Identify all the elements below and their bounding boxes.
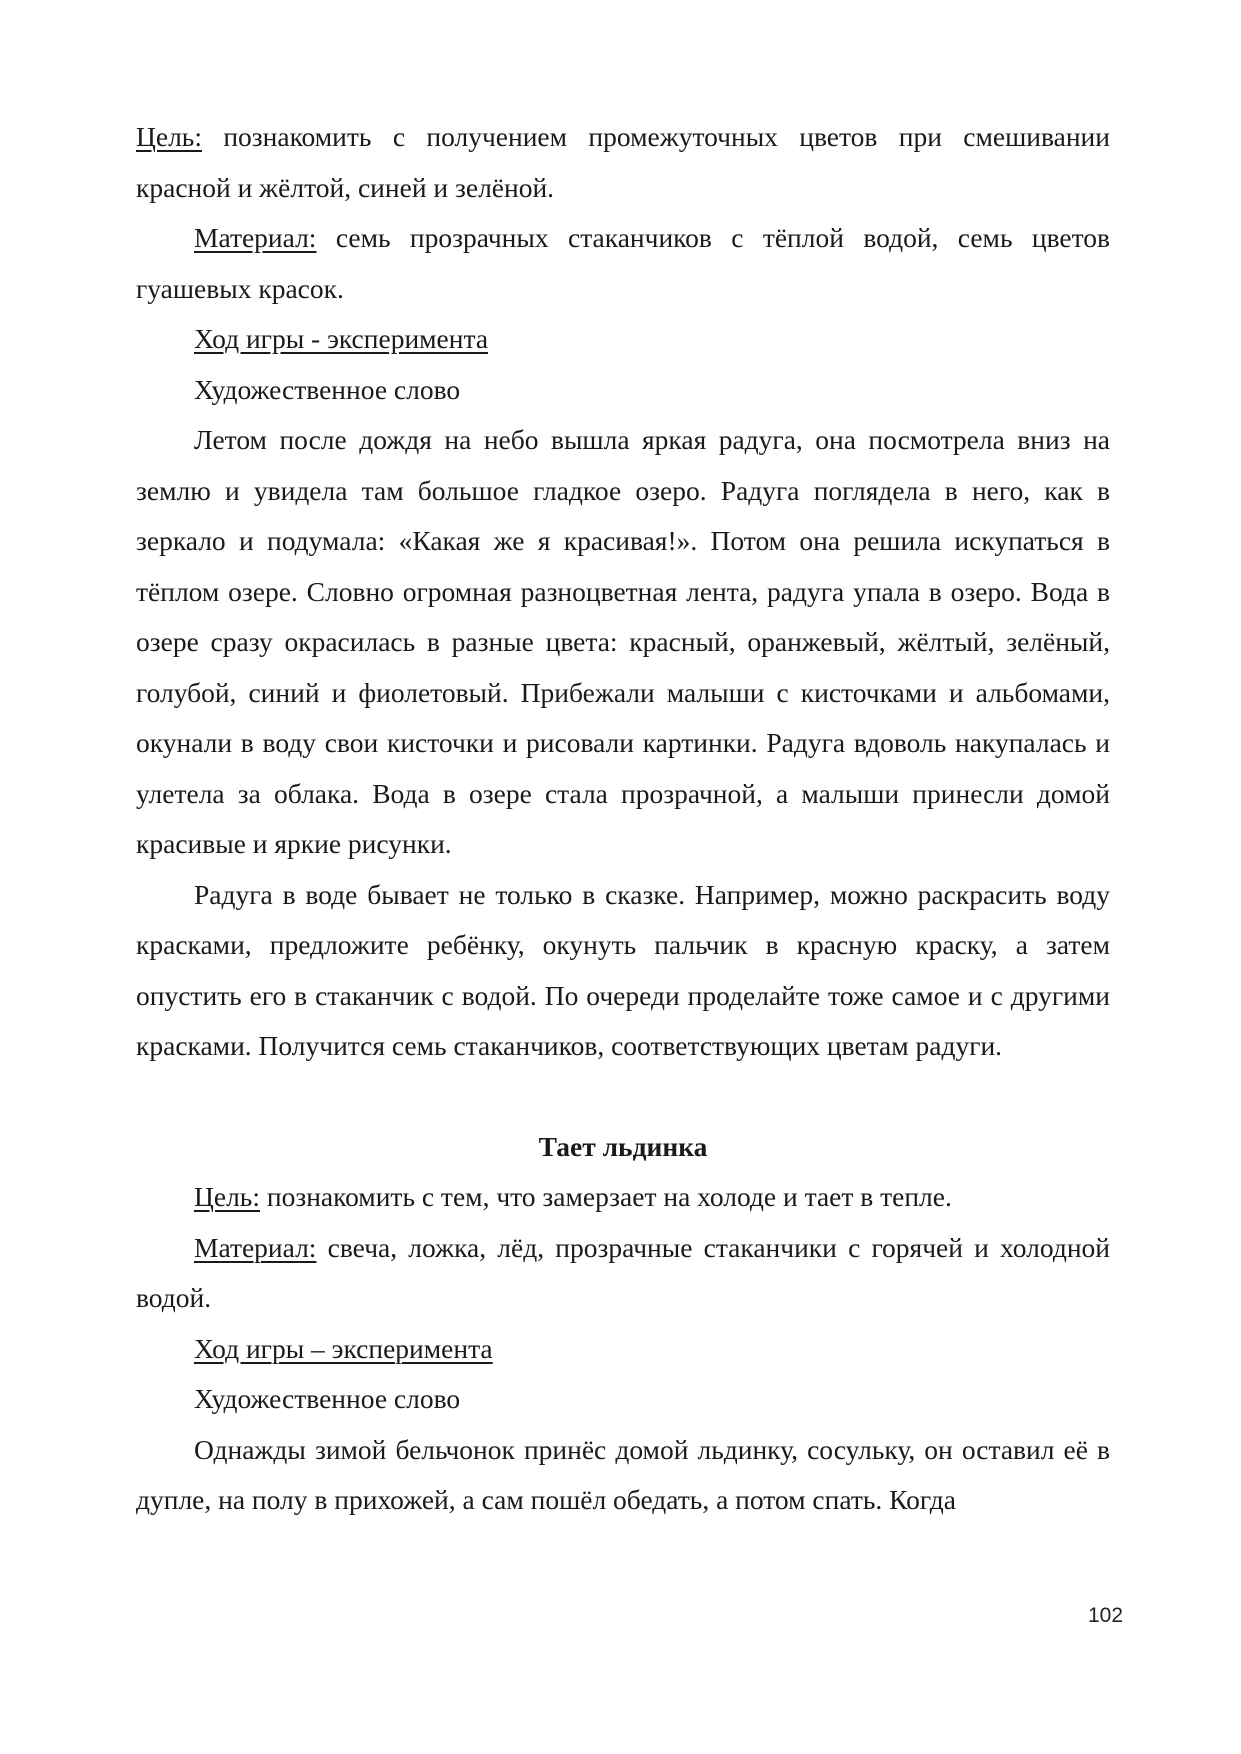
story-paragraph-1: Летом после дождя на небо вышла яркая радуга, она посмотрела вниз на землю и увидела там большое гладкое озеро. Радуга поглядела в него, как в зеркало и подумала: «Какая же я красивая!». Потом она решила искупаться в тёплом озере. Словно огромная разноцветная лента, радуга упала в озеро. Вода в озере сразу окрасилась в разные цвета: красный, оранжевый, жёлтый, зелёный, голубой, синий и фиолетовый. Прибежали малыши с кисточками и альбомами, окунали в воду свои кисточки и рисовали картинки. Радуга вдоволь накупалась и улетела за облака. Вода в озере стала прозрачной, а малыши принесли домой красивые и яркие рисунки. (136, 424, 1110, 859)
goal-label: Цель: (194, 1181, 260, 1212)
game-course-label: Ход игры - эксперимента (194, 323, 489, 354)
material-text: семь прозрачных стаканчиков с тёплой водой, семь цветов гуашевых красок. (136, 222, 1110, 304)
story-paragraph-2: Однажды зимой бельчонок принёс домой льдинку, сосульку, он оставил её в дупле, на полу в прихожей, а сам пошёл обедать, а потом спать. Когда (136, 1433, 1110, 1515)
material-paragraph-2 (136, 1223, 1110, 1324)
material-label: Материал: (194, 1231, 317, 1263)
document-page (136, 112, 1110, 1526)
goal-label: Цель: (136, 121, 202, 152)
goal-paragraph-1 (136, 112, 1110, 213)
art-word-label-2: Художественное слово (194, 1383, 461, 1414)
game-course-heading-2 (136, 1324, 1110, 1375)
goal-paragraph-2 (136, 1172, 1110, 1223)
art-word-label-1: Художественное слово (194, 373, 461, 405)
instruction-paragraph: Радуга в воде бывает не только в сказке. Например, можно раскрасить воду красками, предложите ребёнку, окунуть пальчик в красную краску, а затем опустить его в стаканчик с водой. По очереди проделайте тоже самое и с другими красками. Получится семь стаканчиков, соответствующих цветам радуги. (136, 878, 1110, 1061)
material-label: Материал: (194, 222, 317, 253)
game-course-heading-1 (136, 314, 1110, 365)
page-number: 102 (1088, 1604, 1124, 1627)
goal-text: познакомить с тем, что замерзает на холоде и тает в тепле. (259, 1181, 952, 1212)
game-course-label: Ход игры – эксперимента (194, 1332, 493, 1364)
goal-text: познакомить с получением промежуточных цветов при смешивании красной и жёлтой, синей и зелёной. (136, 121, 1110, 203)
material-text: свеча, ложка, лёд, прозрачные стаканчики с горячей и холодной водой. (136, 1231, 1110, 1313)
section-title: Тает льдинка (538, 1130, 708, 1162)
material-paragraph-1 (136, 213, 1110, 314)
